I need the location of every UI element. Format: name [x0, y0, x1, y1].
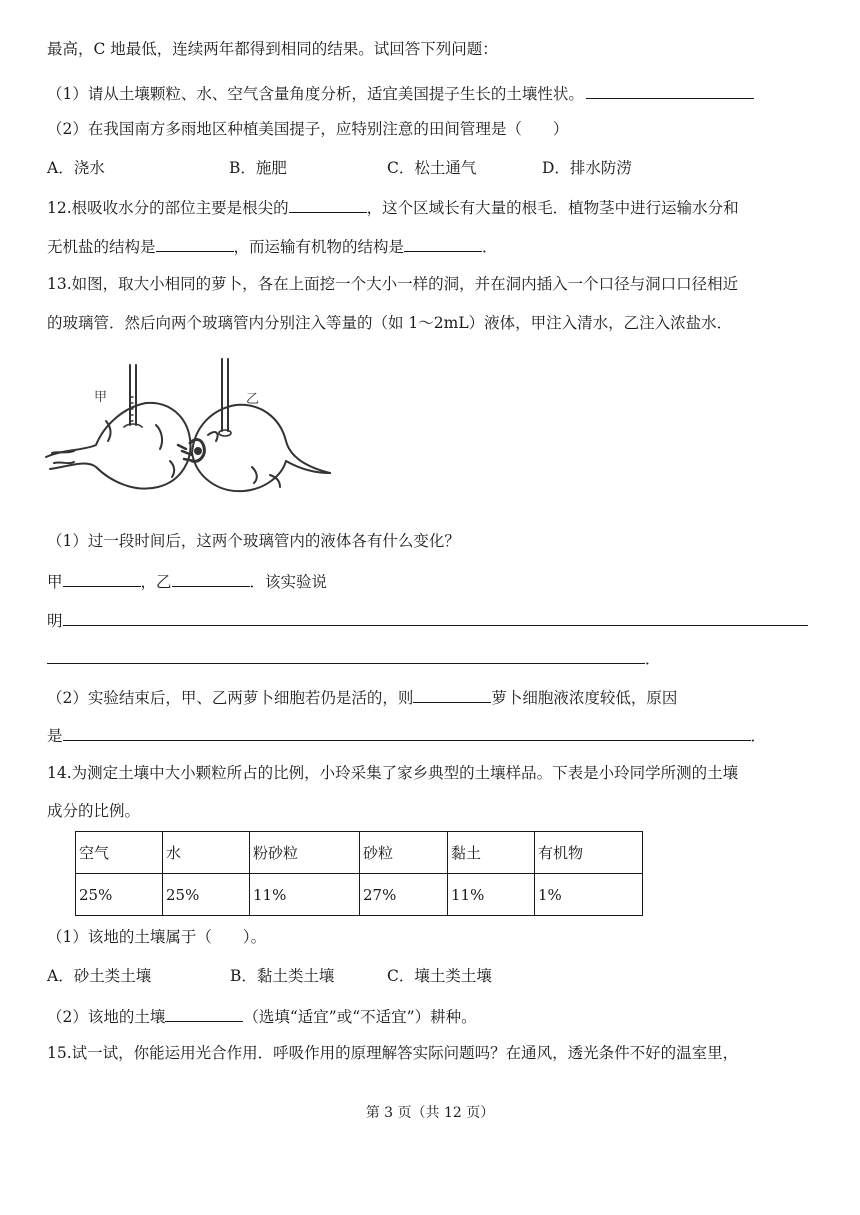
q15-line1: 15.试一试，你能运用光合作用．呼吸作用的原理解答实际问题吗？在通风，透光条件不好的温室里， — [47, 1044, 739, 1062]
figure-label-yi: 乙 — [246, 392, 260, 407]
q13-line2: 的玻璃管．然后向两个玻璃管内分别注入等量的（如 1～2mL）液体，甲注入清水，乙注入浓盐水． — [47, 314, 733, 332]
q11-sub1 — [47, 82, 754, 104]
q11-options — [47, 158, 632, 178]
q14-line1: 14.为测定土壤中大小颗粒所占的比例，小玲采集了家乡典型的土壤样品。下表是小玲同学所测的土壤 — [47, 764, 739, 782]
q13-label-yi: ，乙 — [140, 573, 172, 591]
q11-option-b[interactable]: B．施肥 — [229, 159, 287, 177]
q14-option-c[interactable]: C．壤土类土壤 — [387, 967, 492, 985]
q13-blank-explain-2[interactable] — [47, 647, 645, 664]
table-value-cell: 1% — [535, 874, 643, 916]
q13-label-jia: 甲 — [47, 573, 63, 591]
q13-blank-reason[interactable] — [63, 724, 751, 741]
q14-blank-suitable[interactable] — [165, 1005, 243, 1022]
q13-blank-jia[interactable] — [63, 570, 141, 587]
soil-composition-table — [75, 831, 643, 916]
q12-blank-3[interactable] — [404, 235, 482, 252]
table-header-cell: 空气 — [76, 832, 163, 874]
q13-sub2 — [47, 686, 677, 708]
table-header-cell: 黏土 — [448, 832, 535, 874]
q13-sub2-text-2: 萝卜细胞液浓度较低，原因 — [491, 689, 678, 707]
q11-option-c[interactable]: C．松土通气 — [387, 159, 477, 177]
q13-period-2: ． — [750, 727, 767, 745]
q12-text-2: ，这个区域长有大量的根毛．植物茎中进行运输水分和 — [366, 199, 739, 217]
q14-option-a[interactable]: A．砂土类土壤 — [47, 967, 152, 985]
table-value-cell: 25% — [163, 874, 250, 916]
page-footer: 第 3 页（共 12 页） — [365, 1105, 495, 1121]
radish-right — [192, 359, 330, 491]
q13-text-conclusion: ．该实验说 — [249, 573, 328, 591]
table-header-cell: 砂粒 — [360, 832, 448, 874]
q11-option-a[interactable]: A．浇水 — [47, 159, 105, 177]
q12-text-5: ． — [482, 238, 498, 256]
q14-sub1: （1）该地的土壤属于（ ）。 — [47, 928, 267, 946]
q12-text-3: 无机盐的结构是 — [47, 238, 156, 256]
q14-sub2-text-2: （选填“适宜”或“不适宜”）耕种。 — [243, 1008, 477, 1026]
q13-ming-line — [47, 609, 808, 631]
table-value-row — [76, 874, 643, 916]
q13-sub1: （1）过一段时间后，这两个玻璃管内的液体各有什么变化？ — [47, 532, 460, 550]
table-header-cell: 水 — [163, 832, 250, 874]
q12-blank-1[interactable] — [289, 196, 367, 213]
q11-option-d[interactable]: D．排水防涝 — [542, 159, 632, 177]
q14-option-b[interactable]: B．黏土类土壤 — [230, 967, 335, 985]
table-header-row — [76, 832, 643, 874]
q13-answer-line — [47, 570, 327, 592]
q13-reason-line — [47, 724, 766, 746]
q11-sub2: （2）在我国南方多雨地区种植美国提子，应特别注意的田间管理是（ ） — [47, 120, 569, 138]
q13-text-shi: 是 — [47, 727, 63, 745]
radish-experiment-figure — [44, 355, 334, 501]
table-header-cell: 有机物 — [535, 832, 643, 874]
table-value-cell: 11% — [250, 874, 360, 916]
q14-line2: 成分的比例。 — [47, 802, 141, 820]
q11-answer-blank[interactable] — [586, 82, 754, 99]
q14-sub2 — [47, 1005, 477, 1027]
q13-sub2-text-1: （2）实验结束后，甲、乙两萝卜细胞若仍是活的，则 — [47, 689, 414, 707]
q13-line1: 13.如图，取大小相同的萝卜，各在上面挖一个大小一样的洞，并在洞内插入一个口径与洞口口径相近 — [47, 275, 739, 293]
q14-sub2-text-1: （2）该地的土壤 — [47, 1008, 166, 1026]
q12-line1 — [47, 196, 739, 218]
q13-explain-line2 — [47, 647, 661, 669]
radish-left — [46, 365, 190, 489]
q13-text-ming: 明 — [47, 612, 63, 630]
figure-label-jia: 甲 — [94, 390, 108, 405]
q13-blank-radish[interactable] — [413, 686, 491, 703]
q11-line1: 最高，C 地最低，连续两年都得到相同的结果。试回答下列问题： — [47, 40, 498, 58]
table-value-cell: 25% — [76, 874, 163, 916]
q13-period-1: ． — [645, 650, 661, 668]
q12-blank-2[interactable] — [156, 235, 234, 252]
q12-text-1: 12.根吸收水分的部位主要是根尖的 — [47, 199, 289, 217]
q12-line2 — [47, 235, 498, 257]
q13-blank-explain-1[interactable] — [63, 609, 808, 626]
table-header-cell: 粉砂粒 — [250, 832, 360, 874]
table-value-cell: 11% — [448, 874, 535, 916]
q12-text-4: ，而运输有机物的结构是 — [233, 238, 405, 256]
q11-sub1-text: （1）请从土壤颗粒、水、空气含量角度分析，适宜美国提子生长的土壤性状。 — [47, 85, 584, 103]
q14-options — [47, 966, 492, 986]
table-value-cell: 27% — [360, 874, 448, 916]
q13-blank-yi[interactable] — [172, 570, 250, 587]
